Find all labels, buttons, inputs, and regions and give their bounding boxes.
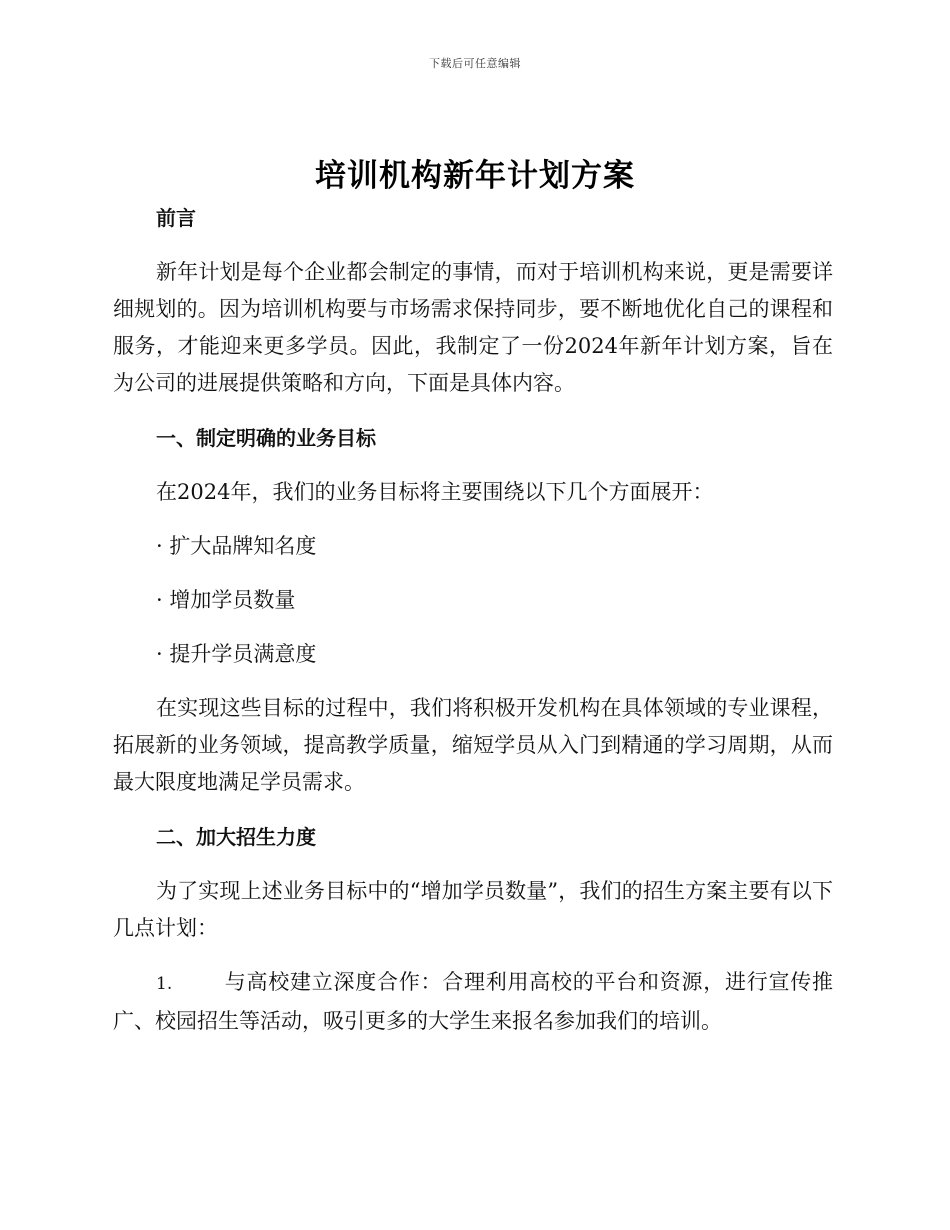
spacer (113, 619, 833, 636)
section2-heading: 二、加大招生力度 (156, 825, 316, 849)
section1-heading: 一、制定明确的业务目标 (156, 426, 376, 450)
section1-closing: 在实现这些目标的过程中，我们将积极开发机构在具体领域的专业课程，拓展新的业务领域，提高教学质量，缩短学员从入门到精通的学习周期，从而最大限度地满足学员需求。 (113, 696, 833, 794)
spacer (113, 237, 833, 254)
spacer (113, 402, 833, 420)
list-item-text: 与高校建立深度合作：合理利用高校的平台和资源，进行宣传推广、校园招生等活动，吸引更多的大学生来报名参加我们的培训。 (113, 970, 833, 1033)
list-item-number: 1. (156, 974, 173, 994)
spacer (113, 947, 833, 964)
bullet-item: · 扩大品牌知名度 (156, 534, 317, 558)
spacer (113, 673, 833, 690)
spacer (113, 511, 833, 528)
spacer (113, 801, 833, 819)
document-body (113, 200, 833, 1040)
document-title: 培训机构新年计划方案 (315, 158, 635, 194)
numbered-list-item (113, 964, 833, 1040)
spacer (113, 565, 833, 582)
spacer (113, 457, 833, 474)
preface-heading: 前言 (156, 206, 196, 230)
spacer (113, 856, 833, 873)
section1-intro: 在2024年，我们的业务目标将主要围绕以下几个方面展开： (156, 480, 714, 504)
bullet-item: · 增加学员数量 (156, 588, 296, 612)
preface-paragraph: 新年计划是每个企业都会制定的事情，而对于培训机构来说，更是需要详细规划的。因为培训机构要与市场需求保持同步，要不断地优化自己的课程和服务，才能迎来更多学员。因此，我制定了一份2024年新年计划方案，旨在为公司的进展提供策略和方向，下面是具体内容。 (113, 260, 833, 395)
section2-intro: 为了实现上述业务目标中的“增加学员数量”，我们的招生方案主要有以下几点计划： (113, 879, 833, 940)
bullet-item: · 提升学员满意度 (156, 642, 317, 666)
page-header-note: 下载后可任意编辑 (429, 57, 521, 70)
